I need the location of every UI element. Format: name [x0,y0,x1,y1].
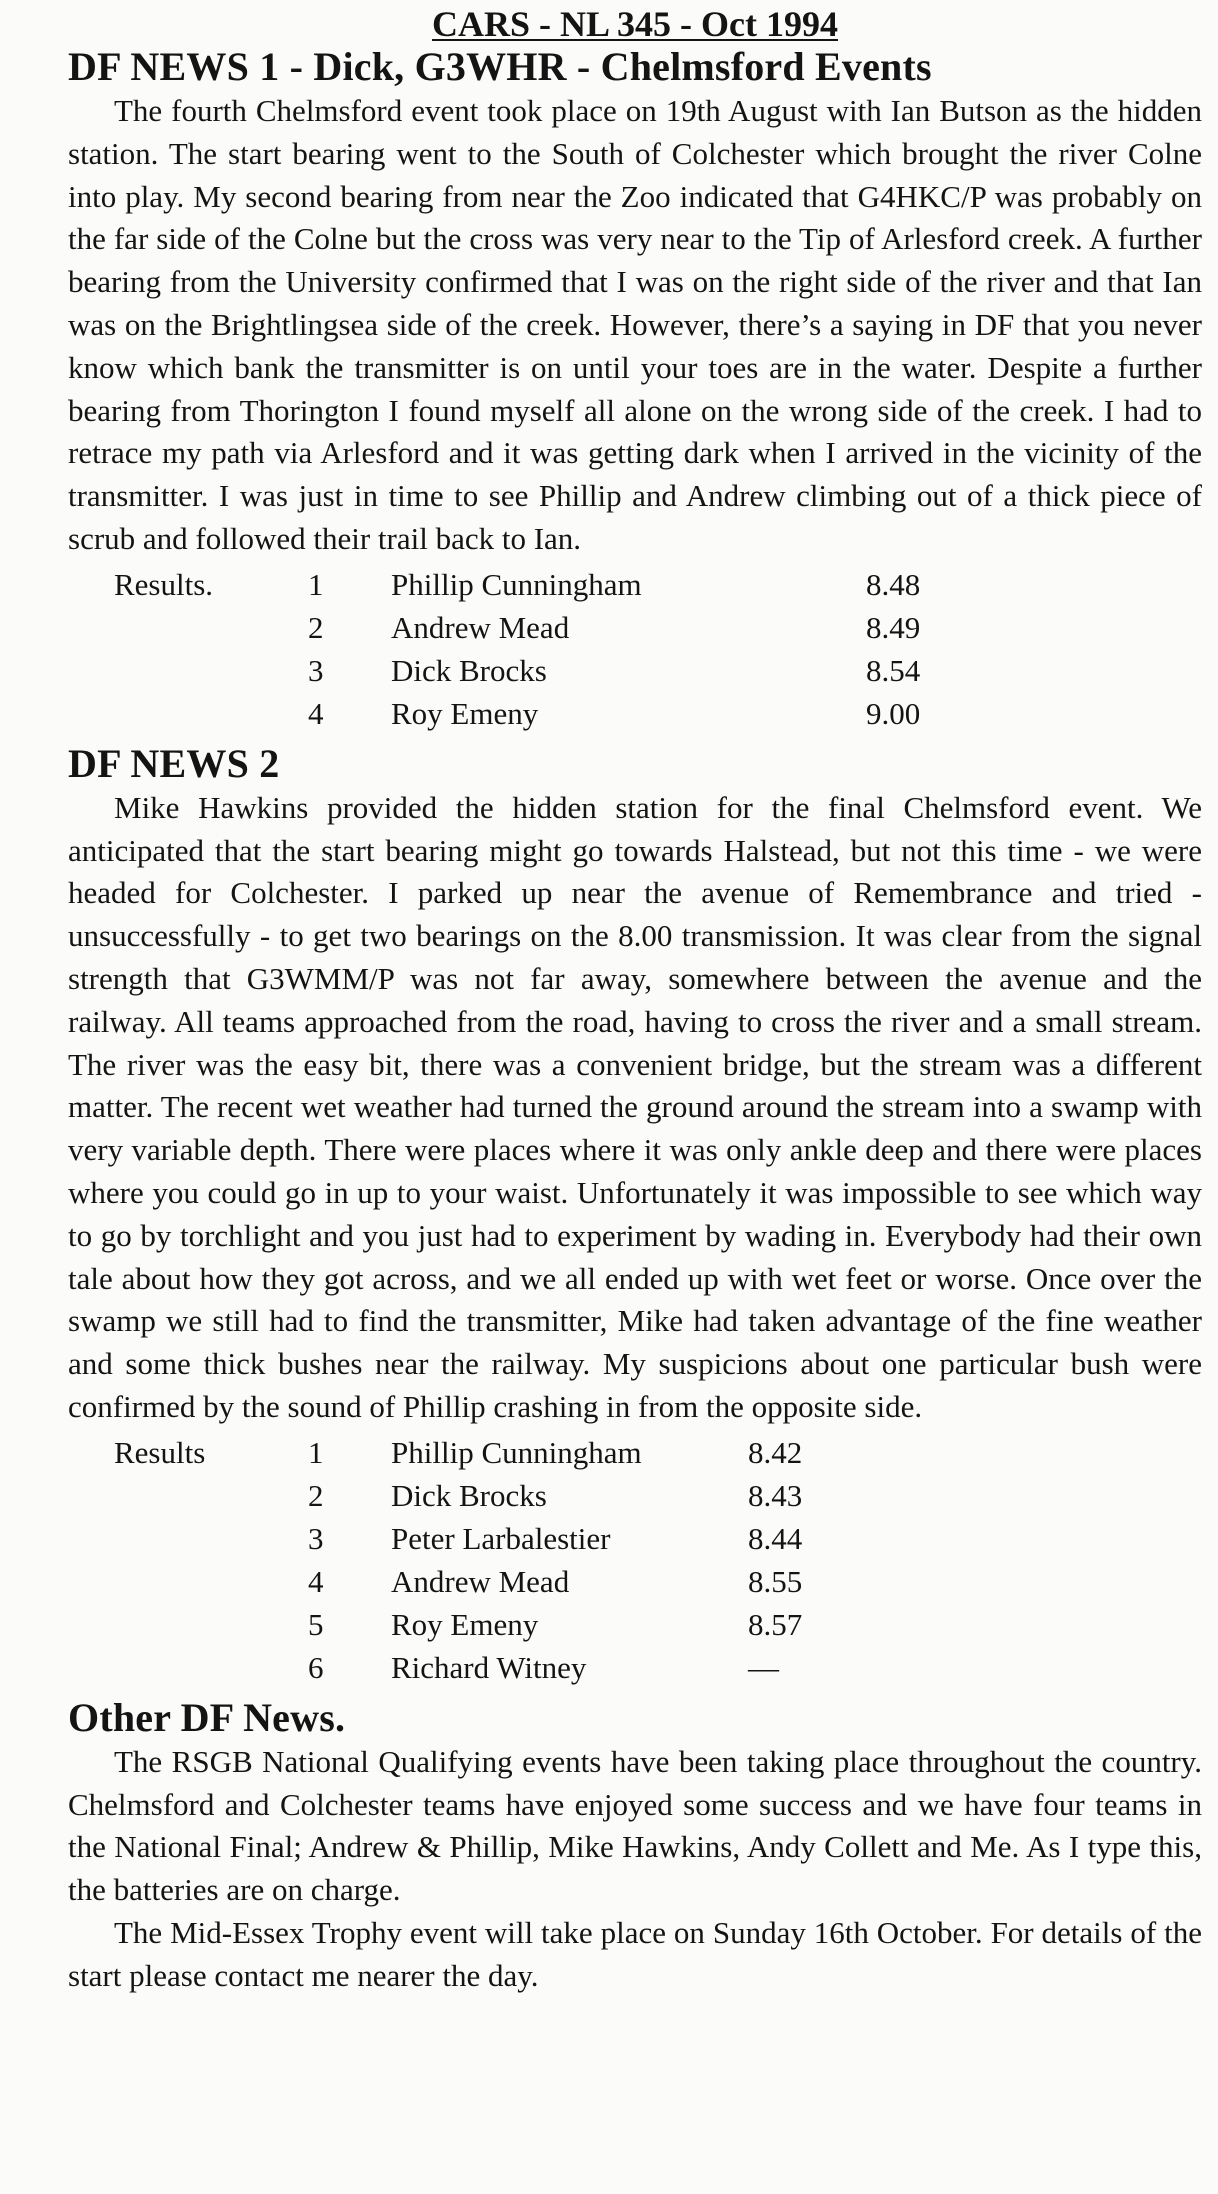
section3-paragraph: The Mid-Essex Trophy event will take place on Sunday 16th October. For details of the start please contact me nearer the day. [68,1914,1202,1993]
result-name: Dick Brocks [391,652,547,688]
result-time: 8.44 [748,1520,803,1556]
result-time: 8.57 [748,1606,803,1642]
result-position: 2 [308,609,324,645]
result-time: 8.49 [866,609,921,645]
section1-paragraph: The fourth Chelmsford event took place on 19th August with Ian Butson as the hidden station. The start bearing went to the South of Colchester which brought the river Colne into play. My second bearing from near the Zoo indicated that G4HKC/P was probably on the far side of the Colne but the cross was very near to the Tip of Arlesford creek. A further bearing from the University confirmed that I was on the right side of the river and that Ian was on the Brightlingsea side of the creek. However, there’s a saying in DF that you never know which bank the transmitter is on until your toes are in the water. Despite a further bearing from Thorington I found myself all alone on the wrong side of the creek. I had to retrace my path via Arlesford and it was getting dark when I arrived in the vicinity of the transmitter. I was just in time to see Phillip and Andrew climbing out of a thick piece of scrub and followed their trail back to Ian. [68,93,1202,556]
result-time: 8.43 [748,1477,803,1513]
result-name: Dick Brocks [391,1477,547,1513]
result-position: 2 [308,1477,324,1513]
result-position: 4 [308,1563,324,1599]
results-row [68,1646,1202,1689]
results-row [68,1603,1202,1646]
result-name: Roy Emeny [391,695,539,731]
result-position: 5 [308,1606,324,1642]
result-name: Andrew Mead [391,609,570,645]
results-row [68,1474,1202,1517]
results-row [68,1517,1202,1560]
results-row [68,563,1202,606]
section-title-other-df-news: Other DF News. [68,1694,346,1740]
result-position: 3 [308,1520,324,1556]
result-name: Roy Emeny [391,1606,539,1642]
result-position: 4 [308,695,324,731]
result-time: 8.55 [748,1563,803,1599]
results-label: Results [114,1434,206,1470]
result-position: 1 [308,566,324,602]
result-name: Phillip Cunningham [391,566,642,602]
section-title-df-news-2: DF NEWS 2 [68,740,280,786]
results-table-1 [68,563,1202,735]
result-time: 8.48 [866,566,921,602]
result-position: 3 [308,652,324,688]
result-name: Phillip Cunningham [391,1434,642,1470]
result-position: 1 [308,1434,324,1470]
results-row [68,606,1202,649]
result-time: — [748,1649,779,1685]
results-row [68,692,1202,735]
results-row [68,1431,1202,1474]
results-table-2 [68,1431,1202,1689]
results-row [68,649,1202,692]
result-time: 9.00 [866,695,921,731]
results-row [68,1560,1202,1603]
result-position: 6 [308,1649,324,1685]
section2-paragraph: Mike Hawkins provided the hidden station for the final Chelmsford event. We anticipated that the start bearing might go towards Halstead, but not this time - we were headed for Colchester. I parked up near the avenue of Remembrance and tried - unsuccessfully - to get two bearings on the 8.00 transmission. It was clear from the signal strength that G3WMM/P was not far away, somewhere between the avenue and the railway. All teams approached from the road, having to cross the river and a small stream. The river was the easy bit, there was a convenient bridge, but the stream was a different matter. The recent wet weather had turned the ground around the stream into a swamp with very variable depth. There were places where it was only ankle deep and there were places where you could go in up to your waist. Unfortunately it was impossible to see which way to go by torchlight and you just had to experiment by wading in. Everybody had their own tale about how they got across, and we all ended up with wet feet or worse. Once over the swamp we still had to find the transmitter, Mike had taken advantage of the fine weather and some thick bushes near the railway. My suspicions about one particular bush were confirmed by the sound of Phillip crashing in from the opposite side. [68,789,1202,1424]
result-name: Peter Larbalestier [391,1520,611,1556]
newsletter-header: CARS - NL 345 - Oct 1994 [432,4,838,44]
results-label: Results. [114,566,214,602]
result-time: 8.42 [748,1434,803,1470]
result-name: Richard Witney [391,1649,587,1685]
result-name: Andrew Mead [391,1563,570,1599]
result-time: 8.54 [866,652,921,688]
section3-paragraph: The RSGB National Qualifying events have been taking place throughout the country. Chelmsford and Colchester teams have enjoyed some success and we have four teams in the National Final; Andrew & Phillip, Mike Hawkins, Andy Collett and Me. As I type this, the batteries are on charge. [68,1743,1202,1908]
section-title-df-news-1: DF NEWS 1 - Dick, G3WHR - Chelmsford Events [68,44,932,89]
newsletter-page [68,4,1202,1998]
